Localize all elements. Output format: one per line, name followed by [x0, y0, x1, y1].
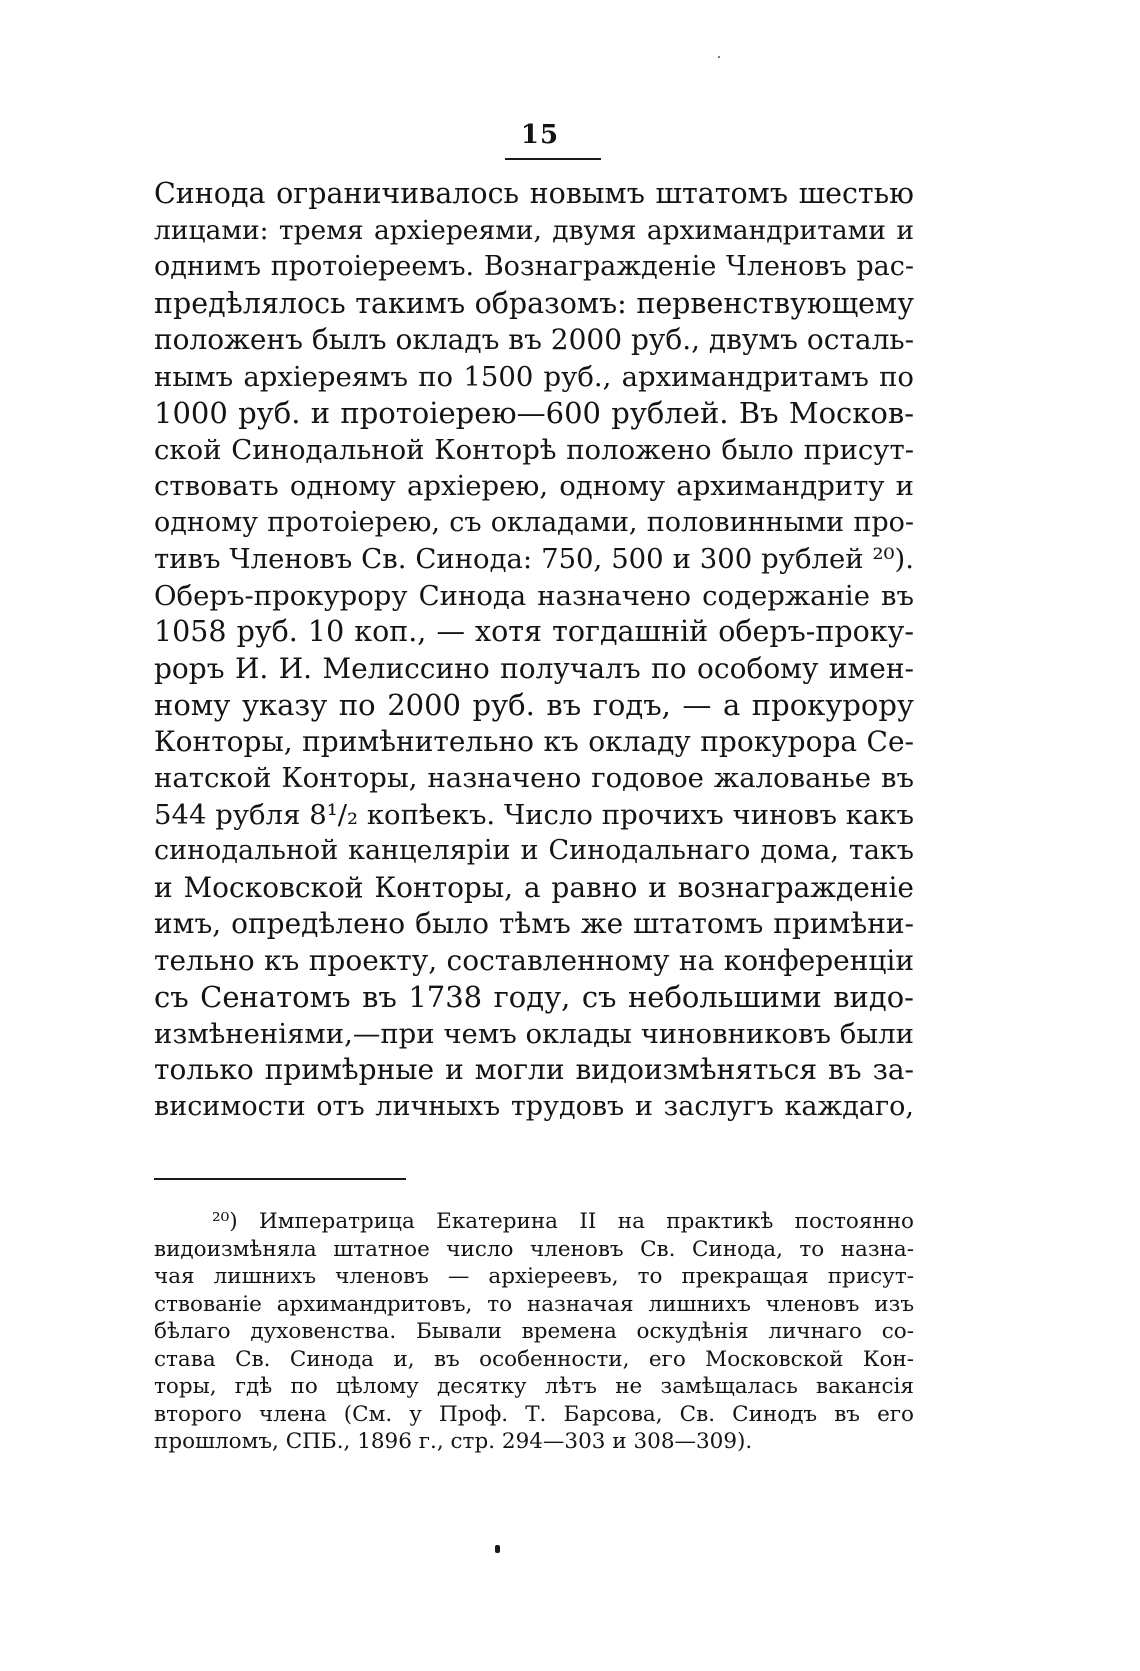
- body-line: положенъ былъ окладъ въ 2000 руб., двумъ осталь-: [154, 323, 915, 356]
- footnote-line: ²⁰) Императрица Екатерина II на практикѣ постоянно: [212, 1209, 914, 1234]
- body-line: Синода ограничивалось новымъ штатомъ шестью: [154, 177, 914, 210]
- body-line: Оберъ-прокурору Синода назначено содержаніе въ: [154, 579, 914, 612]
- body-line: 1000 руб. и протоіерею—600 рублей. Въ Москов-: [154, 396, 914, 430]
- body-line: натской Конторы, назначено годовое жалованье въ: [154, 762, 914, 794]
- footnote-line: видоизмѣняла штатное число членовъ Св. Синода, то назна-: [154, 1236, 914, 1262]
- body-line: нымъ архіереямъ по 1500 руб., архимандритамъ по: [154, 360, 914, 393]
- footnote-line: става Св. Синода и, въ особенности, его Московской Кон-: [154, 1346, 914, 1372]
- body-line: висимости отъ личныхъ трудовъ и заслугъ каждаго,: [154, 1090, 914, 1122]
- footnote-line: бѣлаго духовенства. Бывали времена оскудѣнія личнаго со-: [154, 1319, 914, 1344]
- print-speck: [495, 1545, 500, 1553]
- page-number-rule: [505, 158, 601, 160]
- body-line: предѣлялось такимъ образомъ: первенствующему: [154, 286, 914, 320]
- body-line: 544 рубля 8¹/₂ копѣекъ. Число прочихъ чиновъ какъ: [154, 798, 914, 831]
- body-line: однимъ протоіереемъ. Вознагражденіе Членовъ рас-: [154, 251, 914, 282]
- body-line: тивъ Членовъ Св. Синода: 750, 500 и 300 рублей ²⁰).: [154, 543, 914, 575]
- body-line: лицами: тремя архіереями, двумя архимандритами и: [154, 214, 914, 246]
- body-line: тельно къ проекту, составленному на конференціи: [154, 943, 914, 977]
- footnote-line: второго члена (См. у Проф. Т. Барсова, Св. Синодъ въ его: [154, 1401, 914, 1427]
- body-line: ской Синодальной Конторѣ положено было присут-: [154, 433, 914, 466]
- body-line: Конторы, примѣнительно къ окладу прокурора Се-: [154, 724, 914, 758]
- body-line: имъ, опредѣлено было тѣмъ же штатомъ примѣни-: [154, 907, 914, 940]
- body-line: измѣненіями,—при чемъ оклады чиновниковъ были: [154, 1017, 914, 1050]
- print-speck: [718, 56, 720, 58]
- footnote-20: [154, 1208, 914, 1456]
- body-line: ному указу по 2000 руб. въ годъ, — а прокурору: [154, 688, 914, 722]
- page-number: 15: [520, 120, 560, 150]
- body-text: [154, 176, 914, 1125]
- body-line: только примѣрные и могли видоизмѣняться въ за-: [154, 1053, 914, 1086]
- body-line: ствовать одному архіерею, одному архимандриту и: [154, 470, 914, 502]
- footnote-line: ствованіе архимандритовъ, то назначая лишнихъ членовъ изъ: [154, 1291, 914, 1317]
- body-line: синодальной канцеляріи и Синодальнаго дома, такъ: [154, 835, 914, 866]
- footnote-separator: [154, 1178, 406, 1180]
- body-line: и Московской Конторы, а равно и вознагражденіе: [154, 870, 914, 904]
- body-line: одному протоіерею, съ окладами, половинными про-: [154, 506, 914, 538]
- footnote-line: прошломъ, СПБ., 1896 г., стр. 294—303 и 308—309).: [154, 1429, 753, 1454]
- body-line: 1058 руб. 10 коп., — хотя тогдашній оберъ-проку-: [154, 615, 914, 648]
- footnote-line: торы, гдѣ по цѣлому десятку лѣтъ не замѣщалась вакансія: [154, 1374, 914, 1399]
- body-line: роръ И. И. Мелиссино получалъ по особому имен-: [154, 651, 914, 685]
- footnote-line: чая лишнихъ членовъ — архіереевъ, то прекращая присут-: [154, 1264, 914, 1289]
- body-line: съ Сенатомъ въ 1738 году, съ небольшими видо-: [154, 980, 914, 1014]
